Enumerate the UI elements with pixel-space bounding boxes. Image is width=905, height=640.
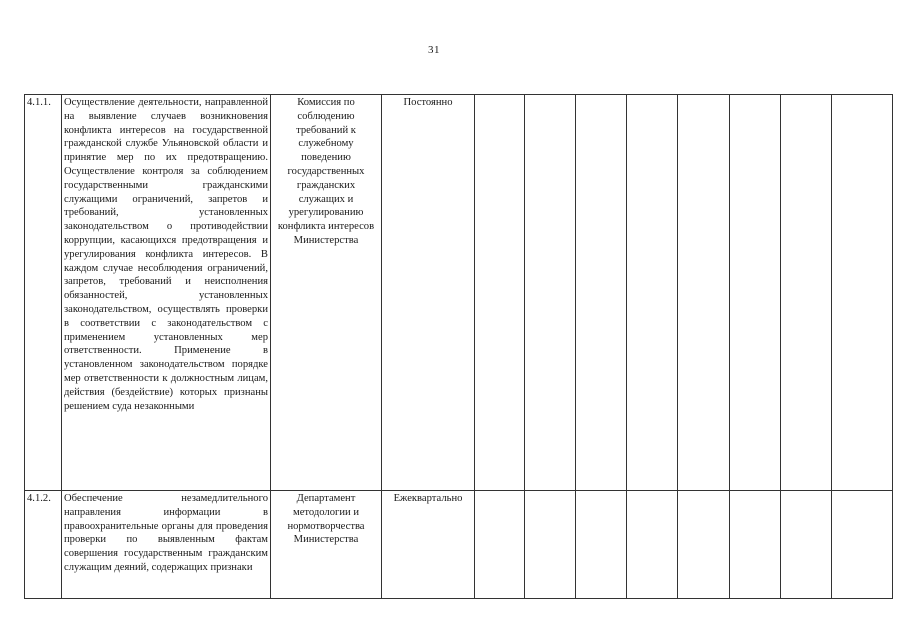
table-row bbox=[25, 491, 893, 599]
plan-table bbox=[24, 94, 893, 599]
row-number: 4.1.2. bbox=[25, 491, 62, 599]
empty-cell bbox=[781, 95, 832, 491]
row-responsible: Департамент методологии и нормотворчества Министерства bbox=[271, 491, 382, 599]
empty-cell bbox=[525, 95, 576, 491]
empty-cell bbox=[576, 95, 627, 491]
empty-cell bbox=[730, 491, 781, 599]
row-responsible: Комиссия по соблюдению требований к служебному поведению государственных гражданских служащих и урегулированию конфликта интересов Министерства bbox=[271, 95, 382, 491]
empty-cell bbox=[678, 491, 730, 599]
row-description: Осуществление деятельности, направленной на выявление случаев возникновения конфликта интересов на государственной гражданской службе Ульяновской области и принятие мер по их предотвращению. Осуществление контроля за соблюдением государственными гражданскими служащими ограничений, запретов и требований, установленных законодательством о противодействии коррупции, касающихся предотвращения и урегулирования конфликта интересов. В каждом случае несоблюдения ограничений, запретов, требований и неисполнения обязанностей, установленных законодательством, осуществлять проверки в соответствии с законодательством с применением установленных мер ответственности. Применение в установленном законодательством порядке мер ответственности к должностным лицам, действия (бездействие) которых признаны решением суда незаконными bbox=[62, 95, 271, 491]
empty-cell bbox=[730, 95, 781, 491]
empty-cell bbox=[781, 491, 832, 599]
empty-cell bbox=[576, 491, 627, 599]
empty-cell bbox=[627, 95, 678, 491]
empty-cell bbox=[475, 95, 525, 491]
empty-cell bbox=[627, 491, 678, 599]
row-number: 4.1.1. bbox=[25, 95, 62, 491]
empty-cell bbox=[832, 95, 893, 491]
empty-cell bbox=[832, 491, 893, 599]
page-number: 31 bbox=[428, 44, 440, 56]
empty-cell bbox=[525, 491, 576, 599]
table-row bbox=[25, 95, 893, 491]
row-description: Обеспечение незамедлительного направления информации в правоохранительные органы для проведения проверки по выявленным фактам совершения государственным гражданским служащим деяний, содержащих признаки bbox=[62, 491, 271, 599]
empty-cell bbox=[678, 95, 730, 491]
row-term: Постоянно bbox=[382, 95, 475, 491]
empty-cell bbox=[475, 491, 525, 599]
row-term: Ежеквартально bbox=[382, 491, 475, 599]
